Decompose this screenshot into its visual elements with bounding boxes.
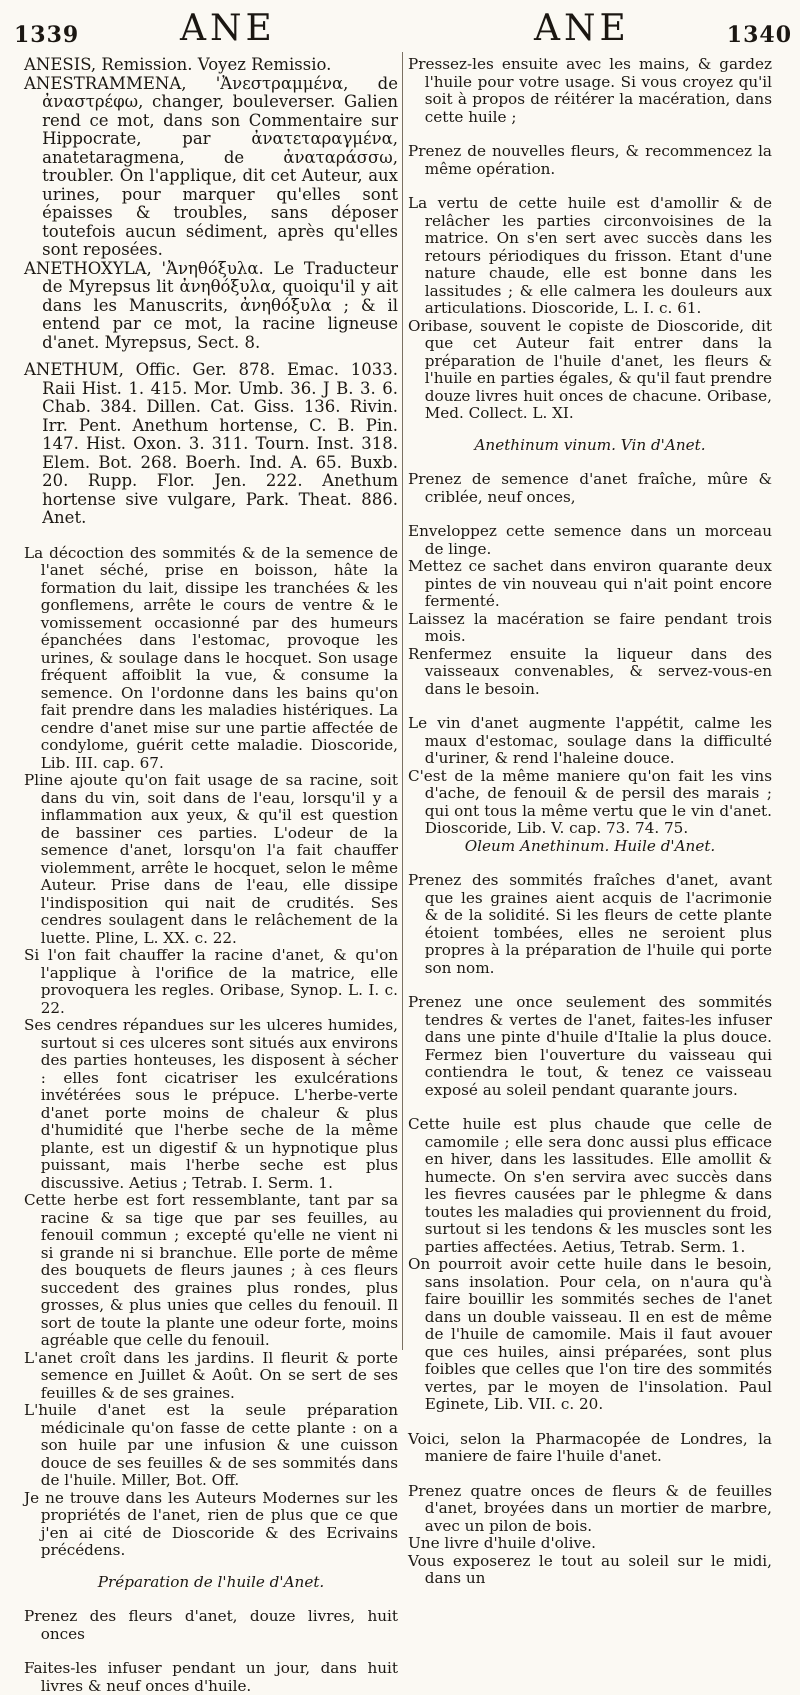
left-page-header xyxy=(14,0,394,56)
paragraph: On pourroit avoir cette huile dans le besoin, sans insolation. Pour cela, on n'aura qu'à faire bouillir les sommités seches de l'anet dans un double vaisseau. Il en est de même de l'huile de camomile. Mais il faut avouer que ces huiles, ainsi préparées, sont plus foibles que celles que l'on tire des sommités vertes, par le moyen de l'insolation. Paul Eginete, Lib. VII. c. 20. xyxy=(408,1255,772,1413)
left-running-title: ANE xyxy=(180,8,276,49)
paragraph: ANETHUM, Offic. Ger. 878. Emac. 1033. Raii Hist. 1. 415. Mor. Umb. 36. J B. 3. 6. Chab. 384. Dillen. Cat. Giss. 136. Rivin. Irr. Pent. Anethum hortense, C. B. Pin. 147. Hist. Oxon. 3. 311. Tourn. Inst. 318. Elem. Bot. 268. Boerh. Ind. A. 65. Buxb. 20. Rupp. Flor. Jen. 222. Anethum hortense sive vulgare, Park. Theat. 886. Anet. xyxy=(24,360,398,527)
paragraph: C'est de la même maniere qu'on fait les vins d'ache, de fenouil & de persil des marais ; qui ont tous la même vertu que le vin d'anet. Dioscoride, Lib. V. cap. 73. 74. 75. xyxy=(408,766,772,837)
paragraph: Renfermez ensuite la liqueur dans des vaisseaux convenables, & servez-vous-en dans le besoin. xyxy=(408,644,772,698)
paragraph: Une livre d'huile d'olive. xyxy=(408,1534,596,1552)
paragraph: Cette herbe est fort ressemblante, tant par sa racine & sa tige que par ses feuilles, au fenouil commun ; excepté qu'elle ne vient ni si grande ni si branchue. Elle porte de même des bouquets de fleurs jaunes ; à ces fleurs succedent des graines plus rondes, plus grosses, & plus unies que celles du fenouil. Il sort de toute la plante une odeur forte, moins agréable que celle du fenouil. xyxy=(24,1191,398,1349)
paragraph: Cette huile est plus chaude que celle de camomile ; elle sera donc aussi plus efficace en hiver, dans les lassitudes. Elle amollit & humecte. On s'en servira avec succès dans les fievres causées par le phlegme & dans toutes les maladies qui proviennent du froid, surtout si les tendons & les muscles sont les parties affectées. Aetius, Tetrab. Serm. 1. xyxy=(408,1115,772,1256)
paragraph: Ses cendres répandues sur les ulceres humides, surtout si ces ulceres sont situés aux environs des parties honteuses, les disposent à sécher : elles font cicatriser les exulcérations invétérées sous le prépuce. L'herbe-verte d'anet porte moins de chaleur & plus d'humidité que l'herbe seche de la même plante, est un digestif & un hypnotique plus puissant, mais l'herbe seche est plus discussive. Aetius ; Tetrab. I. Serm. 1. xyxy=(24,1016,398,1192)
paragraph: Vous exposerez le tout au soleil sur le midi, dans un xyxy=(408,1551,772,1587)
paragraph: Mettez ce sachet dans environ quarante deux pintes de vin nouveau qui n'ait point encore fermenté. xyxy=(408,557,772,610)
paragraph: L'anet croît dans les jardins. Il fleurit & porte semence en Juillet & Août. On se sert de ses feuilles & de ses graines. xyxy=(24,1348,398,1402)
paragraph: Le vin d'anet augmente l'appétit, calme les maux d'estomac, soulage dans la difficulté d'uriner, & rend l'haleine douce. xyxy=(408,714,772,767)
right-running-title: ANE xyxy=(534,8,630,49)
paragraph: Prenez une once seulement des sommités tendres & vertes de l'anet, faites-les infuser dans une pinte d'huile d'Italie la plus douce. Fermez bien l'ouverture du vaisseau qui contiendra le tout, & tenez ce vaisseau exposé au soleil pendant quarante jours. xyxy=(408,993,772,1099)
paragraph: Prenez de nouvelles fleurs, & recommencez la même opération. xyxy=(408,142,772,178)
paragraph: Laissez la macération se faire pendant trois mois. xyxy=(408,609,772,645)
paragraph: Prenez des fleurs d'anet, douze livres, huit onces xyxy=(24,1607,398,1643)
right-page-number: 1340 xyxy=(726,22,792,48)
left-page-number: 1339 xyxy=(14,22,80,48)
section-heading: Oleum Anethinum. Huile d'Anet. xyxy=(464,836,716,855)
paragraph: La décoction des sommités & de la semence de l'anet séché, prise en boisson, hâte la formation du lait, dissipe les tranchées & les gonflemens, arrête le cours de ventre & le vomissement occasionné par des humeurs épanchées dans l'estomac, provoque les urines, & soulage dans le hocquet. Son usage fréquent affoiblit la vue, & consume la semence. On l'ordonne dans les bains qu'on fait prendre dans les maladies histériques. La cendre d'anet mise sur une partie affectée de condylome, guérit cette maladie. Dioscoride, Lib. III. cap. 67. xyxy=(24,543,398,772)
right-column xyxy=(408,55,772,1587)
paragraph: Pline ajoute qu'on fait usage de sa racine, soit dans du vin, soit dans de l'eau, lorsqu'il y a inflammation aux yeux, & qu'il est question de bassiner ces parties. L'odeur de la semence d'anet, lorsqu'on l'a fait chauffer violemment, arrête le hocquet, selon le même Auteur. Prise dans de l'eau, elle dissipe l'indisposition qui nait de crudités. Ses cendres soulagent dans le relâchement de la luette. Pline, L. XX. c. 22. xyxy=(24,771,398,947)
column-divider xyxy=(402,52,403,1350)
section-heading: Anethinum vinum. Vin d'Anet. xyxy=(474,435,706,454)
paragraph: ANETHOXYLA, 'Ἀνηθόξυλα. Le Traducteur de Myrepsus lit ἀνηθόξυλα, quoiqu'il y ait dans les Manuscrits, ἀνηθόξυλα ; & il entend par ce mot, la racine ligneuse d'anet. Myrepsus, Sect. 8. xyxy=(24,258,398,352)
paragraph: Enveloppez cette semence dans un morceau de linge. xyxy=(408,522,772,558)
paragraph: ANESIS, Remission. Voyez Remissio. xyxy=(24,55,332,74)
paragraph: L'huile d'anet est la seule préparation médicinale qu'on fasse de cette plante : on a son huile par une infusion & une cuisson douce de ses feuilles & de ses sommités dans de l'huile. Miller, Bot. Off. xyxy=(24,1401,398,1489)
paragraph: Voici, selon la Pharmacopée de Londres, la maniere de faire l'huile d'anet. xyxy=(408,1429,772,1465)
paragraph: ANESTRAMMENA, 'Ἀνεστραμμένα, de ἀναστρέφω, changer, bouleverser. Galien rend ce mot, dans son Commentaire sur Hippocrate, par ἀνατεταραγμένα, anatetaragmena, de ἀναταράσσω, troubler. On l'applique, dit cet Auteur, aux urines, pour marquer qu'elles sont épaisses & troubles, sans déposer toutefois aucun sédiment, après qu'elles sont reposées. xyxy=(24,73,398,259)
left-column xyxy=(24,55,398,1695)
section-heading: Préparation de l'huile d'Anet. xyxy=(97,1572,325,1591)
paragraph: Prenez des sommités fraîches d'anet, avant que les graines aient acquis de l'acrimonie & de la solidité. Si les fleurs de cette plante étoient tombées, elles ne seroient plus propres à la préparation de l'huile qui porte son nom. xyxy=(408,871,772,977)
paragraph: Prenez quatre onces de fleurs & de feuilles d'anet, broyées dans un mortier de marbre, avec un pilon de bois. xyxy=(408,1481,772,1535)
paragraph: Pressez-les ensuite avec les mains, & gardez l'huile pour votre usage. Si vous croyez qu'il soit à propos de réitérer la macération, dans cette huile ; xyxy=(408,55,772,126)
right-page-header xyxy=(406,0,792,56)
paragraph: Oribase, souvent le copiste de Dioscoride, dit que cet Auteur fait entrer dans la préparation de l'huile d'anet, les fleurs & l'huile en parties égales, & qu'il faut prendre douze livres huit onces de chacune. Oribase, Med. Collect. L. XI. xyxy=(408,316,772,422)
paragraph: La vertu de cette huile est d'amollir & de relâcher les parties circonvoisines de la matrice. On s'en sert avec succès dans les retours périodiques du frisson. Etant d'une nature chaude, elle est bonne dans les lassitudes ; & elle calmera les douleurs aux articulations. Dioscoride, L. I. c. 61. xyxy=(408,194,772,317)
paragraph: Si l'on fait chauffer la racine d'anet, & qu'on l'applique à l'orifice de la matrice, elle provoquera les regles. Oribase, Synop. L. I. c. 22. xyxy=(24,946,398,1017)
paragraph: Faites-les infuser pendant un jour, dans huit livres & neuf onces d'huile. xyxy=(24,1659,398,1695)
paragraph: Je ne trouve dans les Auteurs Modernes sur les propriétés de l'anet, rien de plus que ce que j'en ai cité de Dioscoride & des Ecrivains précédens. xyxy=(24,1488,398,1559)
paragraph: Prenez de semence d'anet fraîche, mûre & criblée, neuf onces, xyxy=(408,470,772,506)
